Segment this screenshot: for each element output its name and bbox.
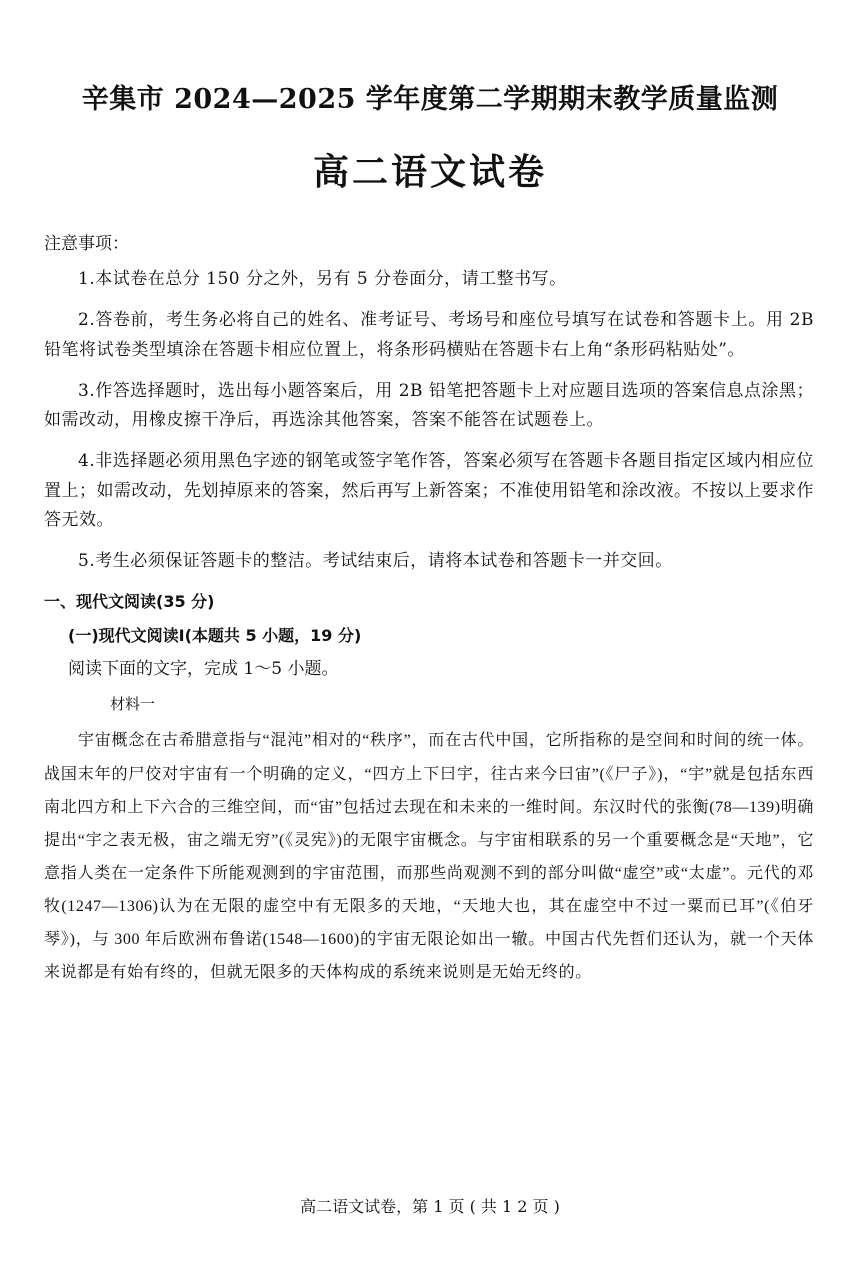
reading-passage: 宇宙概念在古希腊意指与“混沌”相对的“秩序”，而在古代中国，它所指称的是空间和时间的统一体。战国末年的尸佼对宇宙有一个明确的定义，“四方上下曰宇，往古来今曰宙”(《尸子》)，“宇”就是包括东西南北四方和上下六合的三维空间，而“宙”包括过去现在和未来的一维时间。东汉时代的张衡(78—139)明确提出“宇之表无极，宙之端无穷”(《灵宪》)的无限宇宙概念。与宇宙相联系的另一个重要概念是“天地”，它意指人类在一定条件下所能观测到的宇宙范围，而那些尚观测不到的部分叫做“虚空”或“太虚”。元代的邓牧(1247—1306)认为在无限的虚空中有无限多的天地，“天地大也，其在虚空中不过一粟而已耳”(《伯牙琴》)，与 300 年后欧洲布鲁诺(1548—1600)的宇宙无限论如出一辙。中国古代先哲们还认为，就一个天体来说都是有始有终的，但就无限多的天体构成的系统来说则是无始无终的。	[44, 732, 814, 982]
notice-item: 1.本试卷在总分 150 分之外，另有 5 分卷面分，请工整书写。	[78, 269, 567, 290]
exam-content	[44, 230, 814, 989]
notice-item: 4.非选择题必须用黑色字迹的钢笔或签字笔作答，答案必须写在答题卡各题目指定区域内相应位置上；如需改动，先划掉原来的答案，然后再写上新答案；不准使用铅笔和涂改液。不按以上要求作答无效。	[44, 451, 814, 530]
exam-title: 辛集市 2024—2025 学年度第二学期期末教学质量监测	[81, 84, 779, 115]
subsection-heading: (一)现代文阅读Ⅰ(本题共 5 小题，19 分)	[68, 625, 362, 645]
page-footer: 高二语文试卷，第 1 页 ( 共 1 2 页 )	[300, 1197, 560, 1216]
notice-item: 3.作答选择题时，选出每小题答案后，用 2B 铅笔把答题卡上对应题目选项的答案信息点涂黑；如需改动，用橡皮擦干净后，再选涂其他答案，答案不能答在试题卷上。	[44, 380, 814, 431]
subject-title: 高二语文试卷	[312, 151, 547, 193]
reading-instruction: 阅读下面的文字，完成 1～5 小题。	[68, 659, 339, 680]
section-heading: 一、现代文阅读(35 分)	[44, 592, 215, 612]
notice-item: 5.考生必须保证答题卡的整洁。考试结束后，请将本试卷和答题卡一并交回。	[78, 551, 673, 572]
notice-heading: 注意事项：	[44, 234, 129, 254]
notice-list	[44, 265, 814, 576]
exam-header	[0, 80, 860, 196]
notice-item: 2.答卷前，考生务必将自己的姓名、准考证号、考场号和座位号填写在试卷和答题卡上。用 2B 铅笔将试卷类型填涂在答题卡相应位置上，将条形码横贴在答题卡右上角“条形码粘贴处”。	[44, 310, 814, 360]
material-label: 材料一	[110, 696, 156, 713]
